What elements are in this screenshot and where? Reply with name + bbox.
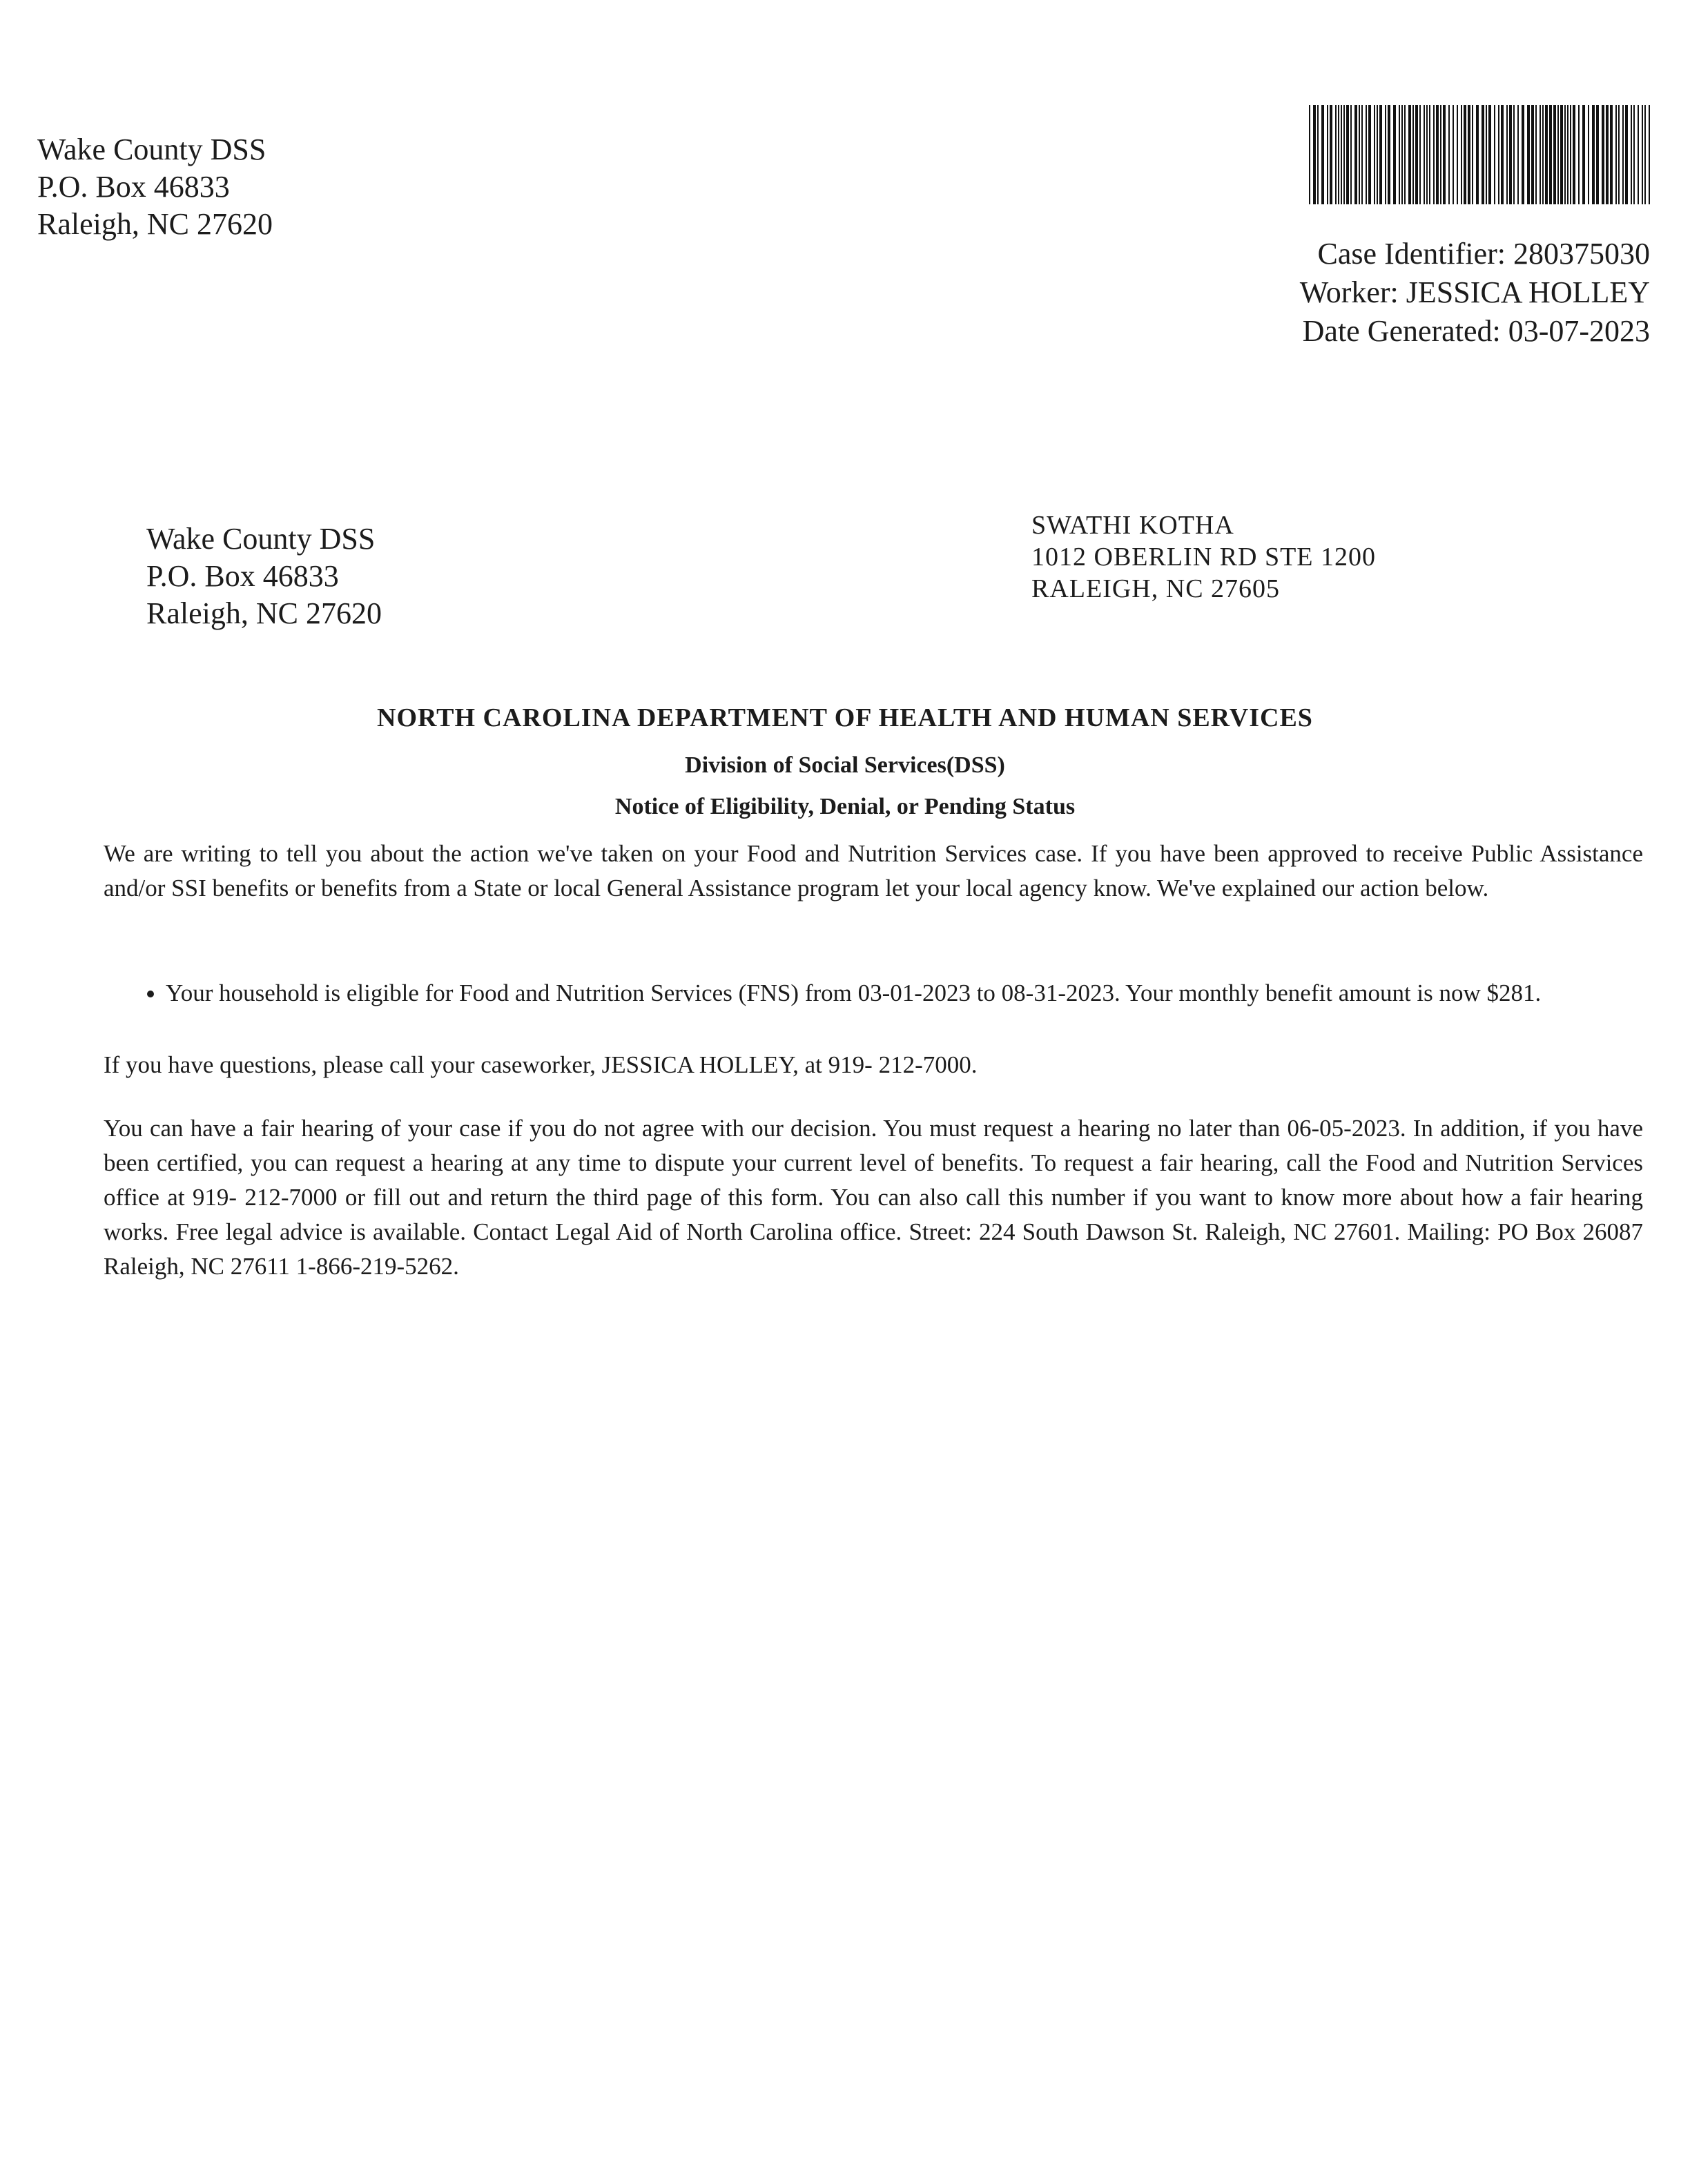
- sender-address-line2: P.O. Box 46833: [146, 559, 339, 593]
- recipient-name: SWATHI KOTHA: [1031, 511, 1234, 540]
- eligibility-list: [128, 976, 1684, 1011]
- sender-address-line3: Raleigh, NC 27620: [146, 596, 382, 630]
- case-identifier: Case Identifier: 280375030: [1317, 237, 1650, 271]
- barcode-graphic: [1309, 105, 1650, 204]
- notice-title: Notice of Eligibility, Denial, or Pending Status: [614, 794, 1076, 819]
- fair-hearing-paragraph: You can have a fair hearing of your case if you do not agree with our decision. You must request a hearing no later than 06-05-2023. In addition, if you have been certified, you can request a hearing at any time to dispute your current level of benefits. To request a fair hearing, call the Food and Nutrition Services office at 919- 212-7000 or fill out and return the third page of this form. You can also call this number if you want to know more about how a fair hearing works. Free legal advice is available. Contact Legal Aid of North Carolina office. Street: 224 South Dawson St. Raleigh, NC 27601. Mailing: PO Box 26087 Raleigh, NC 27611 1-866-219-5262.: [104, 1115, 1643, 1280]
- return-address-line2: P.O. Box 46833: [37, 170, 230, 204]
- recipient-address: [1031, 509, 1376, 605]
- return-address: [37, 131, 273, 243]
- sender-address: [146, 520, 382, 632]
- worker-name: Worker: JESSICA HOLLEY: [1299, 275, 1650, 309]
- sender-address-line1: Wake County DSS: [146, 522, 376, 556]
- intro-paragraph: We are writing to tell you about the action we've taken on your Food and Nutrition Services case. If you have been approved to receive Public Assistance and/or SSI benefits or benefits from a State or local General Assistance program let your local agency know. We've explained our action below.: [104, 840, 1643, 901]
- eligibility-item: • Your household is eligible for Food and Nutrition Services (FNS) from 03-01-2023 to 08-31-2023. Your monthly benefit amount is now $281.: [166, 976, 1684, 1011]
- department-title: NORTH CAROLINA DEPARTMENT OF HEALTH AND HUMAN SERVICES: [377, 703, 1313, 732]
- return-address-line3: Raleigh, NC 27620: [37, 207, 273, 241]
- case-info: [1300, 235, 1650, 351]
- recipient-street: 1012 OBERLIN RD STE 1200: [1031, 543, 1376, 572]
- date-generated: Date Generated: 03-07-2023: [1302, 314, 1650, 348]
- division-title: Division of Social Services(DSS): [685, 752, 1005, 778]
- return-address-line1: Wake County DSS: [37, 133, 266, 166]
- recipient-city: RALEIGH, NC 27605: [1031, 574, 1281, 603]
- questions-paragraph: If you have questions, please call your caseworker, JESSICA HOLLEY, at 919- 212-7000.: [104, 1051, 978, 1078]
